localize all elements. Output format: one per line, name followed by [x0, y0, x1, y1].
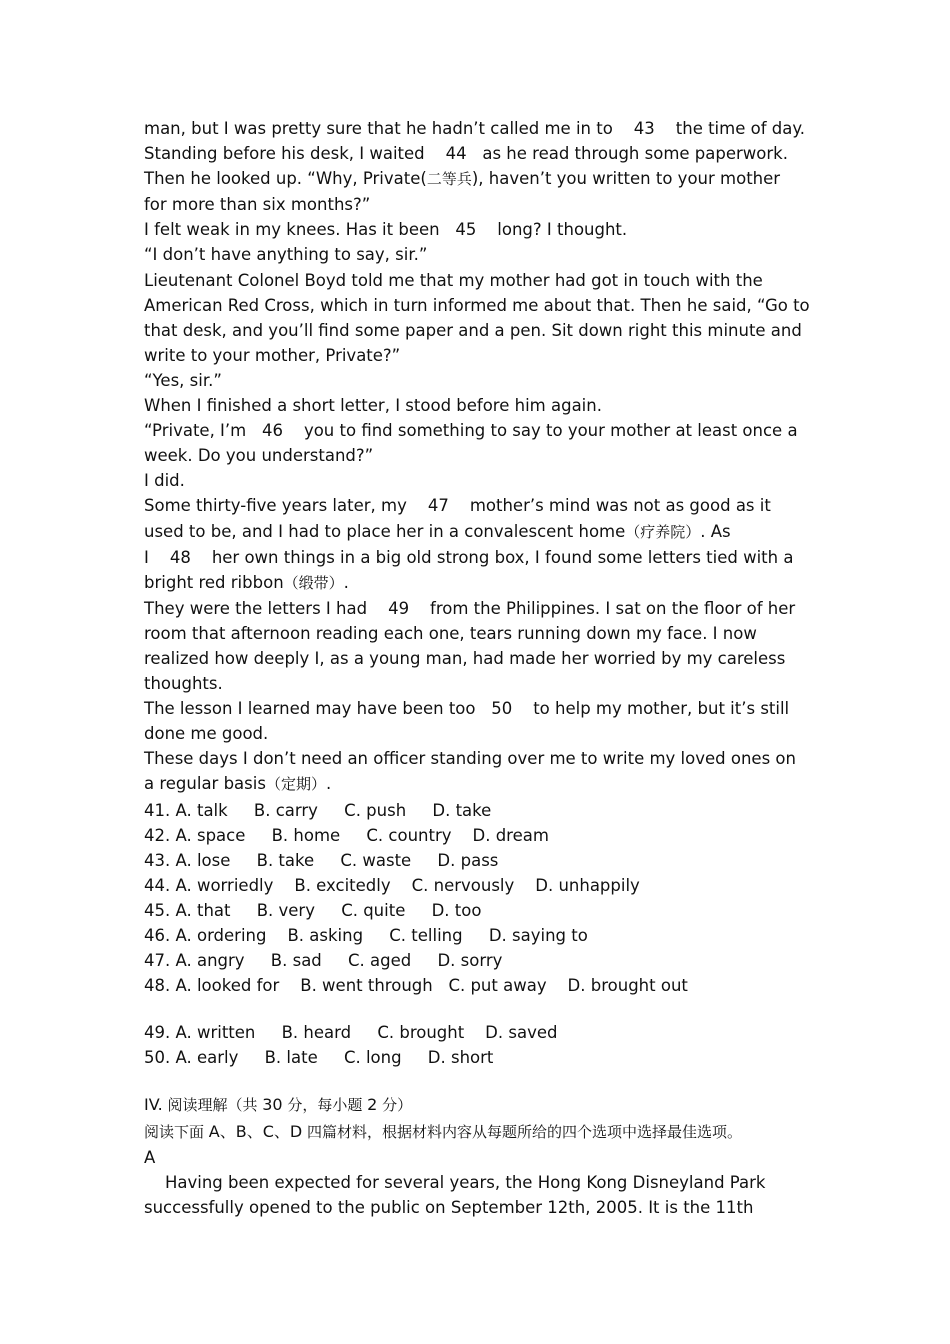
- passage-text: realized how deeply I, as a young man, had made her worried by my careless: [144, 648, 786, 668]
- passage-text: that desk, and you’ll find some paper and a pen. Sit down right this minute and: [144, 320, 802, 340]
- option-row: 47. A. angry B. sad C. aged D. sorry: [144, 951, 503, 971]
- exam-page: [144, 116, 814, 1220]
- passage-text: thoughts.: [144, 674, 223, 694]
- passage-text: These days I don’t need an officer standing over me to write my loved ones on: [144, 749, 796, 769]
- passage-text: When I finished a short letter, I stood before him again.: [144, 396, 602, 416]
- passage-text: .: [343, 572, 349, 592]
- passage-text: “Private, I’m 46 you to find something to say to your mother at least once a: [144, 421, 798, 441]
- chinese-gloss: （缎带）: [283, 573, 344, 592]
- passage-line: [144, 242, 814, 267]
- option-row: 49. A. written B. heard C. brought D. saved: [144, 1023, 558, 1043]
- passage-text: used to be, and I had to place her in a convalescent home: [144, 521, 626, 541]
- passage-line: [144, 116, 814, 141]
- section-heading: IV. 阅读理解（共 30 分，每小题 2 分）: [144, 1095, 413, 1115]
- passage-line: [144, 217, 814, 242]
- passage-line: [144, 621, 814, 646]
- option-row: 50. A. early B. late C. long D. short: [144, 1048, 494, 1068]
- passage-line: [144, 545, 814, 570]
- passage-line: [144, 318, 814, 343]
- option-row: 41. A. talk B. carry C. push D. take: [144, 800, 492, 820]
- option-row: 46. A. ordering B. asking C. telling D. saying to: [144, 926, 588, 945]
- passage-line: [144, 721, 814, 746]
- passage-line: [144, 393, 814, 418]
- passage-text: “Yes, sir.”: [144, 370, 222, 390]
- passage-line: [144, 596, 814, 621]
- passage-text: ), haven’t you written to your mother: [471, 169, 781, 189]
- passage-line: [144, 268, 814, 293]
- passage-line: [144, 646, 814, 671]
- passage-line: [144, 771, 814, 797]
- passage-text: bright red ribbon: [144, 572, 284, 592]
- reading-passage: [144, 1170, 814, 1220]
- passage-text: Some thirty-five years later, my 47 mother’s mind was not as good as it: [144, 496, 771, 516]
- spacer: [144, 998, 814, 1020]
- option-row: 44. A. worriedly B. excitedly C. nervously D. unhappily: [144, 875, 640, 895]
- passage-text: .: [325, 774, 332, 794]
- option-row: 42. A. space B. home C. country D. dream: [144, 825, 549, 845]
- passage-text: The lesson I learned may have been too 50 to help my mother, but it’s still: [144, 699, 790, 719]
- passage-line: [144, 166, 814, 192]
- passage-line: [144, 343, 814, 368]
- passage-text: Standing before his desk, I waited 44 as he read through some paperwork.: [144, 144, 788, 164]
- passage-label: A: [144, 1147, 156, 1167]
- cloze-options: [144, 798, 814, 999]
- chinese-gloss: （定期）: [265, 775, 326, 794]
- option-row: 48. A. looked for B. went through C. put away D. brought out: [144, 976, 688, 996]
- section-instruction: 阅读下面 A、B、C、D 四篇材料，根据材料内容从每题所给的四个选项中选择最佳选项。: [144, 1121, 742, 1141]
- passage-text: I did.: [144, 471, 185, 491]
- passage-text: a regular basis: [144, 774, 266, 794]
- passage-line: [144, 293, 814, 318]
- passage-line: [144, 696, 814, 721]
- cloze-passage: [144, 116, 814, 798]
- option-row: 45. A. that B. very C. quite D. too: [144, 900, 482, 920]
- passage-line: [144, 671, 814, 696]
- passage-line: [144, 519, 814, 545]
- spacer: [144, 1070, 814, 1092]
- passage-text: week. Do you understand?”: [144, 446, 374, 466]
- passage-text: done me good.: [144, 724, 269, 744]
- passage-line: [144, 468, 814, 493]
- passage-line: [144, 418, 814, 443]
- passage-line: [144, 443, 814, 468]
- passage-text: for more than six months?”: [144, 195, 371, 215]
- passage-line: [144, 141, 814, 166]
- passage-text: American Red Cross, which in turn informed me about that. Then he said, “Go to: [144, 295, 810, 315]
- passage-text: I 48 her own things in a big old strong box, I found some letters tied with a: [144, 547, 794, 567]
- chinese-gloss: （疗养院）: [625, 522, 701, 541]
- cloze-options-continued: [144, 1020, 814, 1070]
- reading-line: Having been expected for several years, the Hong Kong Disneyland Park: [144, 1172, 766, 1192]
- passage-line: [144, 368, 814, 393]
- passage-text: I felt weak in my knees. Has it been 45 long? I thought.: [144, 220, 628, 240]
- passage-text: room that afternoon reading each one, tears running down my face. I now: [144, 623, 757, 643]
- passage-line: [144, 493, 814, 518]
- passage-text: . As: [700, 521, 731, 541]
- passage-line: [144, 746, 814, 771]
- passage-text: They were the letters I had 49 from the Philippines. I sat on the floor of her: [144, 598, 796, 618]
- passage-line: [144, 192, 814, 217]
- reading-line: successfully opened to the public on September 12th, 2005. It is the 11th: [144, 1197, 754, 1217]
- passage-text: Then he looked up. “Why, Private(: [144, 169, 427, 189]
- option-row: 43. A. lose B. take C. waste D. pass: [144, 850, 499, 870]
- passage-text: man, but I was pretty sure that he hadn’t called me in to 43 the time of day.: [144, 119, 805, 138]
- passage-text: Lieutenant Colonel Boyd told me that my mother had got in touch with the: [144, 270, 763, 290]
- passage-text: write to your mother, Private?”: [144, 345, 401, 365]
- chinese-gloss: 二等兵: [426, 170, 472, 189]
- passage-line: [144, 570, 814, 596]
- passage-text: “I don’t have anything to say, sir.”: [144, 245, 428, 265]
